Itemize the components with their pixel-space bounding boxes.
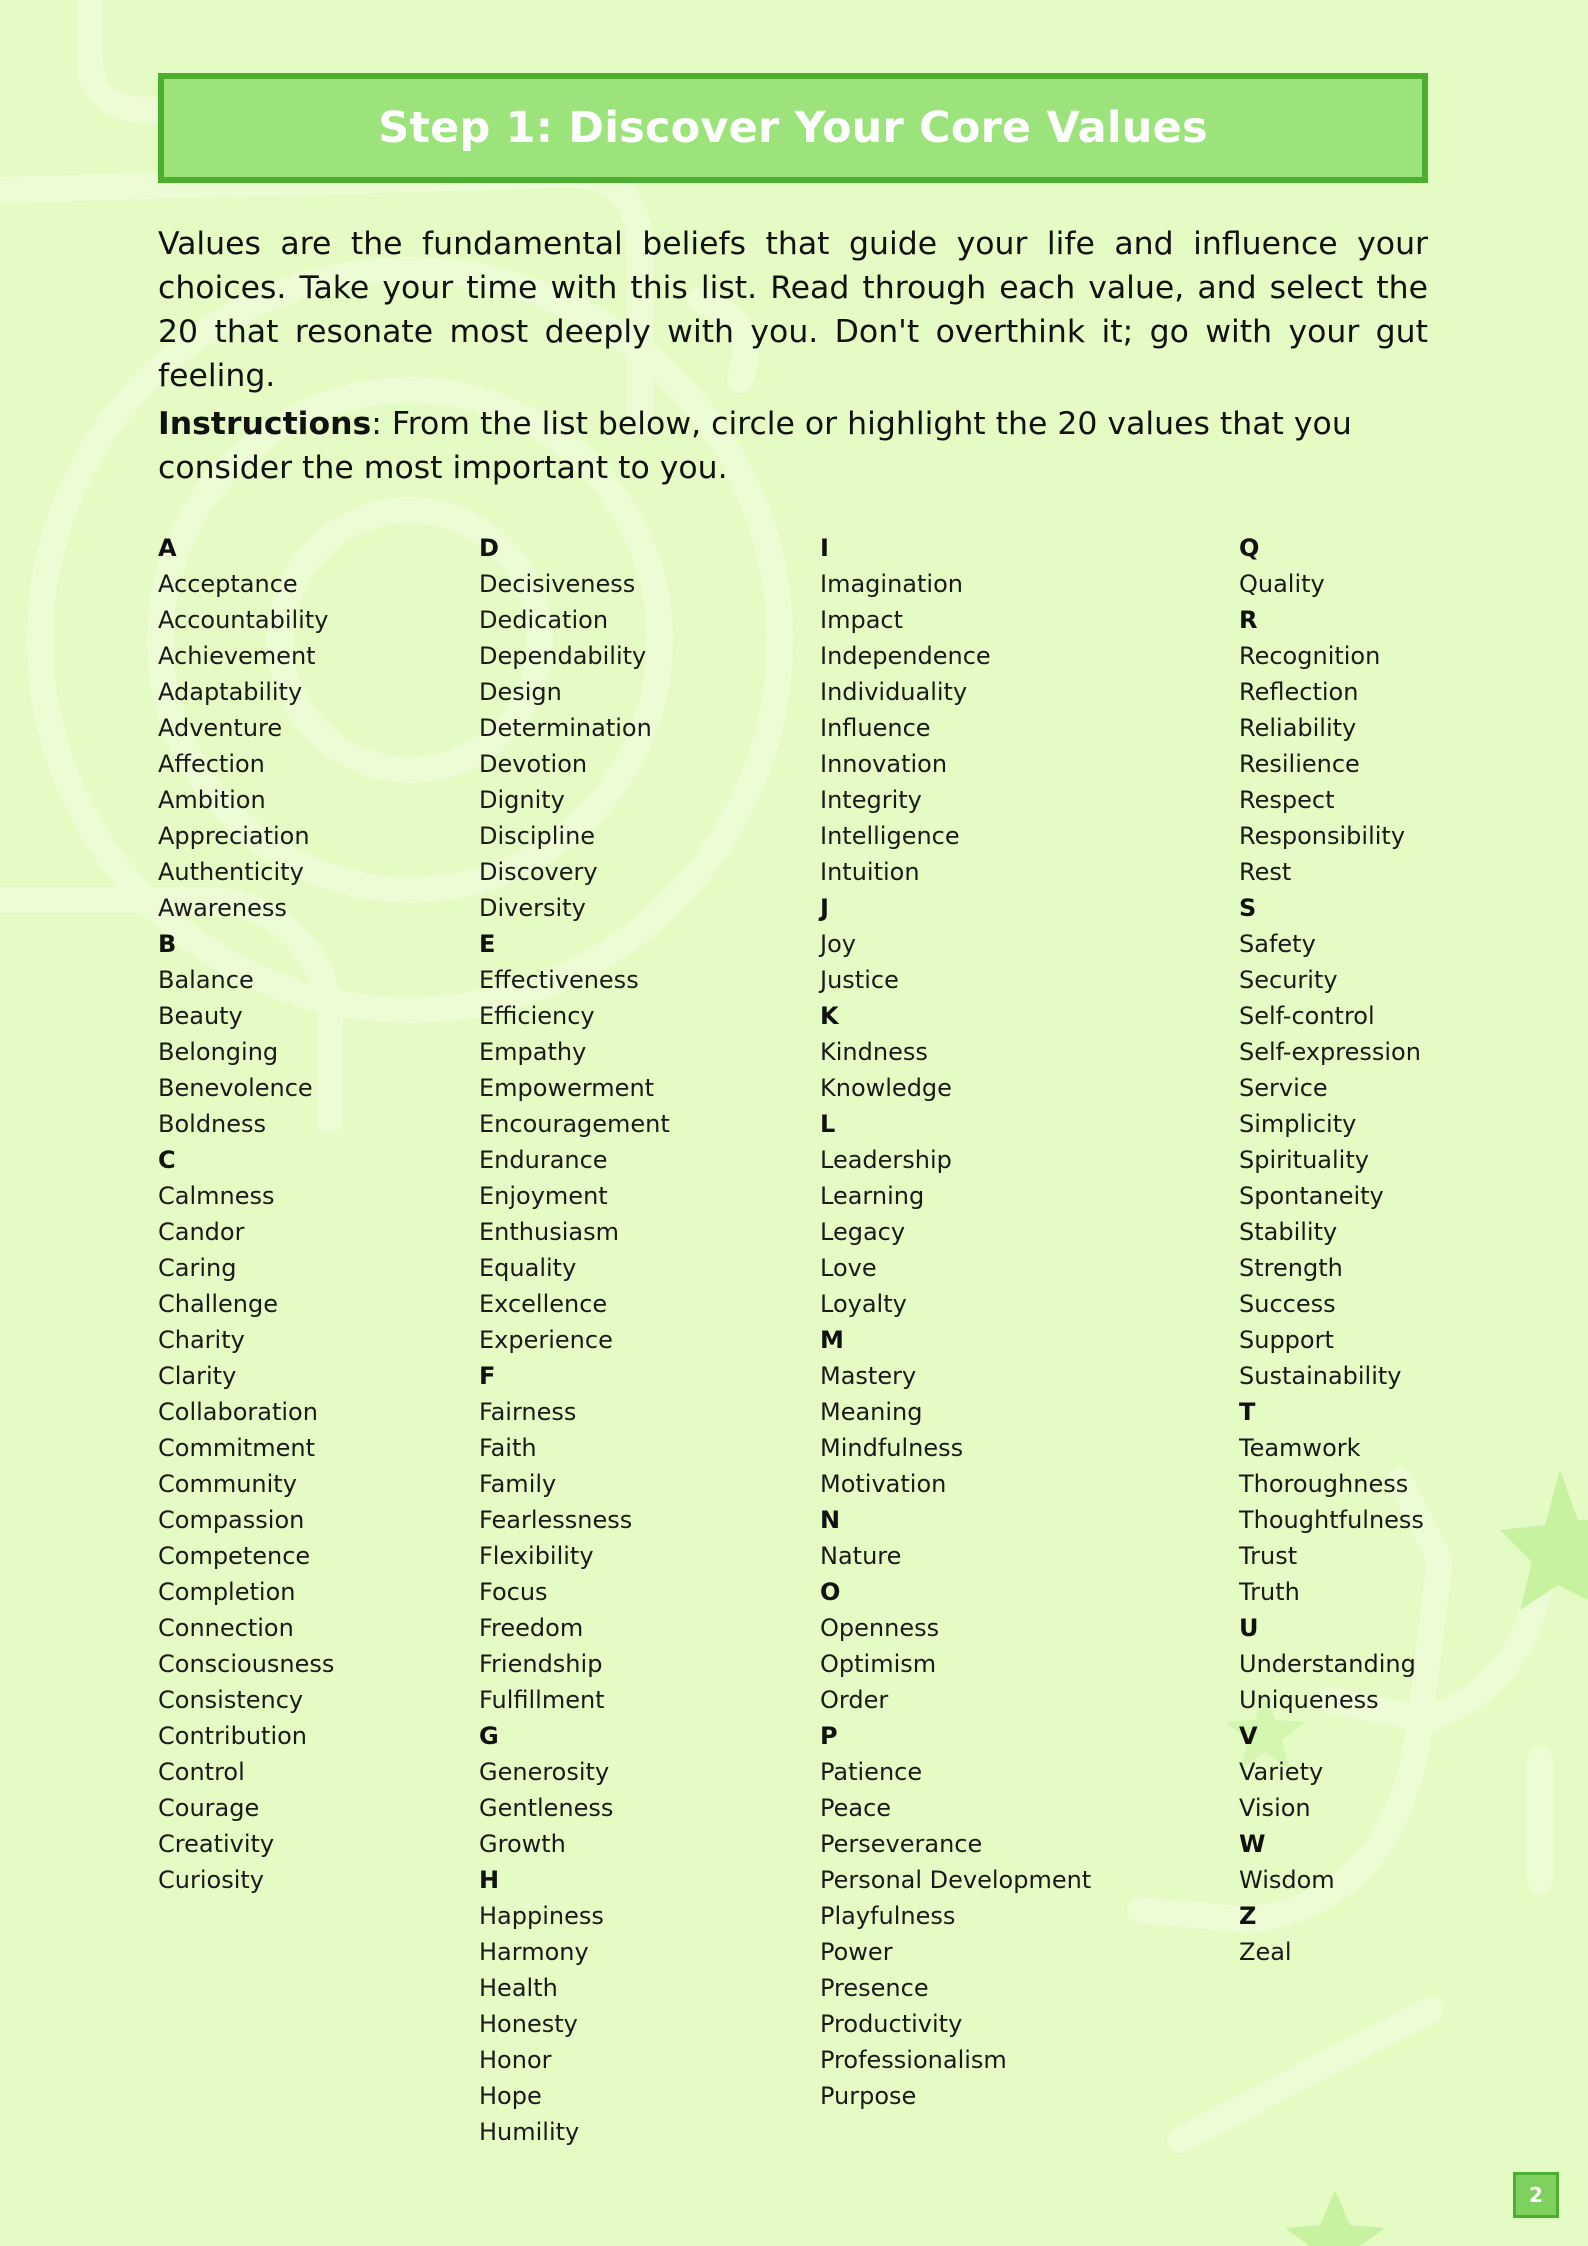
letter-heading: P [820, 1722, 838, 1750]
value-item[interactable]: Encouragement [479, 1110, 670, 1138]
value-item[interactable]: Competence [158, 1542, 311, 1570]
letter-heading: W [1239, 1830, 1266, 1858]
value-item[interactable]: Openness [820, 1614, 940, 1642]
value-item[interactable]: Appreciation [158, 822, 310, 850]
value-item[interactable]: Self-expression [1239, 1038, 1421, 1066]
value-item[interactable]: Decisiveness [479, 570, 636, 598]
value-item[interactable]: Leadership [820, 1146, 952, 1174]
value-item[interactable]: Clarity [158, 1362, 237, 1390]
letter-heading: M [820, 1326, 844, 1354]
value-item[interactable]: Harmony [479, 1938, 589, 1966]
value-item[interactable]: Strength [1239, 1254, 1343, 1282]
value-item[interactable]: Devotion [479, 750, 588, 778]
letter-heading: Q [1239, 534, 1260, 562]
value-item[interactable]: Influence [820, 714, 931, 742]
values-column-3 [820, 530, 1091, 2114]
value-item[interactable]: Rest [1239, 858, 1292, 886]
value-item[interactable]: Honesty [479, 2010, 578, 2038]
value-item[interactable]: Equality [479, 1254, 577, 1282]
page-title: Step 1: Discover Your Core Values [378, 103, 1208, 153]
value-item[interactable]: Family [479, 1470, 557, 1498]
value-item[interactable]: Justice [820, 966, 899, 994]
value-item[interactable]: Mastery [820, 1362, 917, 1390]
value-item[interactable]: Humility [479, 2118, 580, 2146]
letter-heading: N [820, 1506, 841, 1534]
letter-heading: T [1239, 1398, 1256, 1426]
value-item[interactable]: Friendship [479, 1650, 603, 1678]
value-item[interactable]: Loyalty [820, 1290, 907, 1318]
value-item[interactable]: Authenticity [158, 858, 304, 886]
values-column-4 [1239, 530, 1424, 1970]
value-item[interactable]: Dignity [479, 786, 565, 814]
value-item[interactable]: Thoughtfulness [1239, 1506, 1424, 1534]
value-item[interactable]: Affection [158, 750, 265, 778]
value-item[interactable]: Enthusiasm [479, 1218, 619, 1246]
letter-heading: U [1239, 1614, 1259, 1642]
value-item[interactable]: Sustainability [1239, 1362, 1402, 1390]
value-item[interactable]: Kindness [820, 1038, 928, 1066]
value-item[interactable]: Ambition [158, 786, 266, 814]
value-item[interactable]: Impact [820, 606, 904, 634]
value-item[interactable]: Empathy [479, 1038, 587, 1066]
value-item[interactable]: Charity [158, 1326, 245, 1354]
value-item[interactable]: Connection [158, 1614, 294, 1642]
value-item[interactable]: Presence [820, 1974, 929, 2002]
value-item[interactable]: Discipline [479, 822, 596, 850]
values-column-2 [479, 530, 670, 2150]
value-item[interactable]: Growth [479, 1830, 566, 1858]
value-item[interactable]: Beauty [158, 1002, 243, 1030]
value-item[interactable]: Mindfulness [820, 1434, 964, 1462]
value-item[interactable]: Zeal [1239, 1938, 1292, 1966]
value-item[interactable]: Fearlessness [479, 1506, 633, 1534]
value-item[interactable]: Design [479, 678, 562, 706]
value-item[interactable]: Power [820, 1938, 893, 1966]
value-item[interactable]: Fulfillment [479, 1686, 605, 1714]
value-item[interactable]: Learning [820, 1182, 925, 1210]
value-item[interactable]: Professionalism [820, 2046, 1007, 2074]
value-item[interactable]: Diversity [479, 894, 586, 922]
value-item[interactable]: Dedication [479, 606, 609, 634]
value-item[interactable]: Control [158, 1758, 245, 1786]
value-item[interactable]: Simplicity [1239, 1110, 1357, 1138]
value-item[interactable]: Commitment [158, 1434, 316, 1462]
letter-heading: Z [1239, 1902, 1257, 1930]
value-item[interactable]: Quality [1239, 570, 1325, 598]
value-item[interactable]: Boldness [158, 1110, 267, 1138]
value-item[interactable]: Imagination [820, 570, 963, 598]
value-item[interactable]: Respect [1239, 786, 1335, 814]
value-item[interactable]: Balance [158, 966, 254, 994]
value-item[interactable]: Peace [820, 1794, 892, 1822]
letter-heading: K [820, 1002, 839, 1030]
value-item[interactable]: Recognition [1239, 642, 1381, 670]
letter-heading: B [158, 930, 177, 958]
value-item[interactable]: Empowerment [479, 1074, 655, 1102]
value-item[interactable]: Variety [1239, 1758, 1324, 1786]
value-item[interactable]: Success [1239, 1290, 1336, 1318]
value-item[interactable]: Focus [479, 1578, 548, 1606]
value-item[interactable]: Patience [820, 1758, 923, 1786]
value-item[interactable]: Perseverance [820, 1830, 983, 1858]
letter-heading: C [158, 1146, 176, 1174]
value-item[interactable]: Determination [479, 714, 652, 742]
value-item[interactable]: Caring [158, 1254, 237, 1282]
value-item[interactable]: Understanding [1239, 1650, 1416, 1678]
value-item[interactable]: Integrity [820, 786, 922, 814]
value-item[interactable]: Motivation [820, 1470, 947, 1498]
value-item[interactable]: Self-control [1239, 1002, 1375, 1030]
value-item[interactable]: Knowledge [820, 1074, 952, 1102]
value-item[interactable]: Meaning [820, 1398, 923, 1426]
value-item[interactable]: Compassion [158, 1506, 305, 1534]
value-item[interactable]: Consciousness [158, 1650, 335, 1678]
value-item[interactable]: Intuition [820, 858, 920, 886]
letter-heading: O [820, 1578, 841, 1606]
value-item[interactable]: Independence [820, 642, 991, 670]
value-item[interactable]: Accountability [158, 606, 329, 634]
title-banner [158, 73, 1428, 183]
instructions-text: : From the list below, circle or highlight the 20 values that you consider the most important to you. [158, 406, 1352, 486]
value-item[interactable]: Safety [1239, 930, 1316, 958]
value-item[interactable]: Legacy [820, 1218, 906, 1246]
value-item[interactable]: Honor [479, 2046, 552, 2074]
values-column-1 [158, 530, 334, 1898]
letter-heading: S [1239, 894, 1257, 922]
letter-heading: E [479, 930, 496, 958]
value-item[interactable]: Stability [1239, 1218, 1338, 1246]
value-item[interactable]: Challenge [158, 1290, 278, 1318]
value-item[interactable]: Spontaneity [1239, 1182, 1384, 1210]
intro-paragraph: Values are the fundamental beliefs that guide your life and influence your choices. Take your time with this list. Read through each value, and select the 20 that resonate most deeply with you. Don't overthink it; go with your gut feeling. [158, 226, 1428, 394]
value-item[interactable]: Enjoyment [479, 1182, 608, 1210]
value-item[interactable]: Candor [158, 1218, 245, 1246]
value-item[interactable]: Thoroughness [1239, 1470, 1409, 1498]
value-item[interactable]: Belonging [158, 1038, 279, 1066]
value-item[interactable]: Dependability [479, 642, 647, 670]
value-item[interactable]: Freedom [479, 1614, 584, 1642]
value-item[interactable]: Endurance [479, 1146, 608, 1174]
value-item[interactable]: Wisdom [1239, 1866, 1335, 1894]
value-item[interactable]: Happiness [479, 1902, 604, 1930]
value-item[interactable]: Collaboration [158, 1398, 318, 1426]
letter-heading: R [1239, 606, 1258, 634]
letter-heading: D [479, 534, 499, 562]
value-item[interactable]: Support [1239, 1326, 1334, 1354]
value-item[interactable]: Awareness [158, 894, 287, 922]
value-item[interactable]: Acceptance [158, 570, 298, 598]
value-item[interactable]: Fairness [479, 1398, 577, 1426]
value-item[interactable]: Efficiency [479, 1002, 595, 1030]
letter-heading: J [820, 894, 829, 922]
value-item[interactable]: Order [820, 1686, 889, 1714]
value-item[interactable]: Intelligence [820, 822, 960, 850]
value-item[interactable]: Excellence [479, 1290, 608, 1318]
value-item[interactable]: Teamwork [1239, 1434, 1361, 1462]
value-item[interactable]: Innovation [820, 750, 948, 778]
value-item[interactable]: Service [1239, 1074, 1328, 1102]
letter-heading: I [820, 534, 829, 562]
value-item[interactable]: Contribution [158, 1722, 308, 1750]
value-item[interactable]: Gentleness [479, 1794, 614, 1822]
value-item[interactable]: Optimism [820, 1650, 937, 1678]
value-item[interactable]: Individuality [820, 678, 968, 706]
value-item[interactable]: Love [820, 1254, 877, 1282]
value-item[interactable]: Discovery [479, 858, 598, 886]
value-item[interactable]: Playfulness [820, 1902, 956, 1930]
value-item[interactable]: Joy [820, 930, 856, 958]
value-item[interactable]: Resilience [1239, 750, 1360, 778]
letter-heading: H [479, 1866, 500, 1894]
value-item[interactable]: Trust [1239, 1542, 1298, 1570]
value-item[interactable]: Nature [820, 1542, 902, 1570]
value-item[interactable]: Experience [479, 1326, 613, 1354]
letter-heading: F [479, 1362, 496, 1390]
value-item[interactable]: Calmness [158, 1182, 275, 1210]
value-item[interactable]: Reflection [1239, 678, 1359, 706]
value-item[interactable]: Completion [158, 1578, 296, 1606]
value-item[interactable]: Productivity [820, 2010, 963, 2038]
value-item[interactable]: Personal Development [820, 1866, 1092, 1894]
value-item[interactable]: Courage [158, 1794, 260, 1822]
value-item[interactable]: Security [1239, 966, 1338, 994]
value-item[interactable]: Truth [1239, 1578, 1300, 1606]
value-item[interactable]: Health [479, 1974, 558, 2002]
value-item[interactable]: Community [158, 1470, 297, 1498]
letter-heading: G [479, 1722, 499, 1750]
value-item[interactable]: Flexibility [479, 1542, 594, 1570]
page-number-badge: 2 [1513, 2172, 1559, 2218]
instructions-paragraph [158, 402, 1428, 490]
value-item[interactable]: Generosity [479, 1758, 610, 1786]
value-item[interactable]: Faith [479, 1434, 537, 1462]
value-item[interactable]: Consistency [158, 1686, 304, 1714]
value-item[interactable]: Curiosity [158, 1866, 264, 1894]
value-item[interactable]: Benevolence [158, 1074, 313, 1102]
value-item[interactable]: Purpose [820, 2082, 917, 2110]
value-item[interactable]: Reliability [1239, 714, 1357, 742]
value-item[interactable]: Uniqueness [1239, 1686, 1379, 1714]
value-item[interactable]: Effectiveness [479, 966, 639, 994]
value-item[interactable]: Creativity [158, 1830, 275, 1858]
value-item[interactable]: Vision [1239, 1794, 1311, 1822]
value-item[interactable]: Adventure [158, 714, 283, 742]
letter-heading: V [1239, 1722, 1258, 1750]
value-item[interactable]: Responsibility [1239, 822, 1406, 850]
value-item[interactable]: Hope [479, 2082, 542, 2110]
letter-heading: A [158, 534, 177, 562]
value-item[interactable]: Achievement [158, 642, 316, 670]
value-item[interactable]: Adaptability [158, 678, 303, 706]
instructions-label: Instructions [158, 406, 372, 442]
letter-heading: L [820, 1110, 836, 1138]
value-item[interactable]: Spirituality [1239, 1146, 1369, 1174]
